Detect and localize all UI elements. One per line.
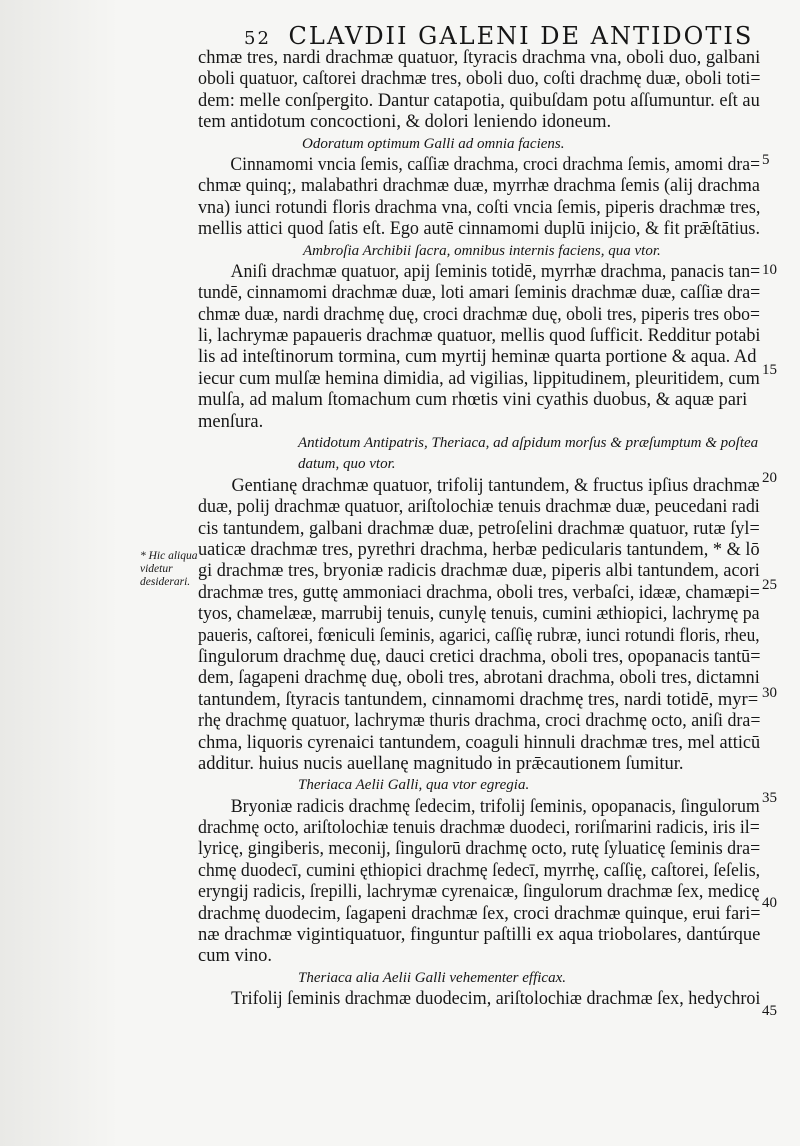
text-line: gi drachmæ tres, bryoniæ radicis drachmæ duæ, piperis albi tantundem, acori [198, 561, 760, 582]
line-number: 15 [762, 362, 777, 378]
section-heading: Ambroſia Archibii ſacra, omnibus internis faciens, qua vtor. [303, 242, 661, 259]
text-line: ſingulorum drachmę duę, dauci cretici drachma, oboli tres, opopanacis tantū= [198, 646, 761, 667]
text-line: uaticæ drachmæ tres, pyrethri drachma, herbæ pedicularis tantundem, * & lō [198, 539, 760, 560]
text-line: chmæ tres, nardi drachmæ quatuor, ſtyracis drachma vna, oboli duo, galbani [198, 48, 761, 68]
text-line: paueris, caſtorei, fœniculi ſeminis, agarici, caſſię rubræ, iunci rotundi floris, rheu, [198, 625, 760, 646]
running-title: CLAVDII GALENI DE ANTIDOTIS [288, 22, 754, 50]
text-line: tyos, chamelææ, marrubij tenuis, cunylę tenuis, cumini æthiopici, lachrymę pa [198, 604, 760, 625]
text-line: duæ, polij drachmæ quatuor, ariſtolochiæ tenuis drachmæ duæ, peucedani radi [198, 497, 760, 518]
section-heading: Theriaca alia Aelii Galli vehementer efficax. [298, 969, 566, 986]
line-number: 45 [762, 1003, 777, 1019]
line-number: 30 [762, 685, 777, 701]
text-line: lis ad inteſtinorum tormina, cum myrtij heminæ quarta portione & aqua. Ad [198, 347, 757, 368]
text-line: drachmę duodecim, ſagapeni drachmæ ſex, croci drachmæ quinque, erui fari= [198, 903, 761, 924]
text-line: mellis attici quod ſatis eſt. Ego autē cinnamomi duplū inijcio, & fit prǣſtātius. [198, 219, 760, 240]
text-line: chmæ duæ, nardi drachmę duę, croci drachmæ duę, oboli tres, piperis tres obo= [198, 304, 760, 325]
section-heading: Antidotum Antipatris, Theriaca, ad aſpidum morſus & præſumptum & poſtea [298, 435, 759, 452]
text-line: tundē, cinnamomi drachmæ duæ, loti amari ſeminis drachmæ duæ, caſſiæ dra= [198, 283, 761, 304]
text-line: næ drachmæ vigintiquatuor, finguntur paſtilli ex aqua triobolares, dantúrque [198, 925, 761, 946]
text-line: chma, liquoris cyrenaici tantundem, coaguli hinnuli drachmæ tres, mel atticū [198, 732, 761, 753]
text-line: rhę drachmę quatuor, lachrymæ thuris drachma, croci drachmę octo, aniſi dra= [198, 711, 761, 732]
text-line: dem, ſagapeni drachmę duę, oboli tres, abrotani drachma, oboli tres, dictamni [198, 668, 760, 689]
text-line: tantundem, ſtyracis tantundem, cinnamomi drachmę tres, nardi totidē, myr= [198, 689, 759, 710]
text-line: cum vino. [198, 946, 272, 967]
section-heading: Odoratum optimum Galli ad omnia faciens. [302, 135, 565, 152]
text-line: oboli quatuor, caſtorei drachmæ tres, oboli duo, coſti drachmę duæ, oboli toti= [198, 69, 761, 90]
facing-page-bleed [0, 0, 120, 1146]
text-line: Trifolij ſeminis drachmæ duodecim, ariſtolochiæ drachmæ ſex, hedychroi [231, 989, 761, 1010]
page-number: 52 [244, 28, 271, 49]
text-line: dem: melle conſpergito. Dantur catapotia, quibuſdam potu aſſumuntur. eſt au [198, 90, 760, 111]
text-line: Aniſi drachmæ quatuor, apij ſeminis totidē, myrrhæ drachma, panacis tan= [230, 261, 761, 282]
text-line: li, lachrymæ papaueris drachmæ quatuor, mellis quod ſufficit. Redditur potabi [198, 326, 761, 347]
text-line: menſura. [198, 411, 264, 432]
text-line: Cinnamomi vncia ſemis, caſſiæ drachma, croci drachma ſemis, amomi dra= [230, 154, 761, 175]
text-line: iecur cum mulſæ hemina dimidia, ad vigilias, lippitudinem, pleuritidem, cum [198, 368, 760, 389]
section-heading-continued: datum, quo vtor. [298, 456, 396, 473]
line-number: 10 [762, 262, 777, 278]
text-line: tem antidotum concoctioni, & dolori leniendo idoneum. [198, 112, 612, 133]
text-line: vna) iunci rotundi floris drachma vna, coſti vncia ſemis, piperis drachmæ tres, [198, 197, 761, 218]
text-line: chmę duodecī, cumini ęthiopici drachmę ſedecī, myrrhę, caſſię, caſtorei, ſeſelis, [198, 860, 761, 881]
text-line: chmæ quinq;, malabathri drachmæ duæ, myrrhæ drachma ſemis (alij drachma [198, 176, 760, 197]
text-line: additur. huius nucis auellanę magnitudo in prǣcautionem ſumitur. [198, 753, 684, 774]
text-line: eryngij radicis, ſrepilli, lachrymæ cyrenaicæ, ſingulorum drachmæ ſex, medicę [198, 882, 760, 903]
text-line: mulſa, ad malum ſtomachum cum rhœtis vini cyathis duobus, & aquæ pari [198, 390, 748, 411]
text-line: drachmæ tres, guttę ammoniaci drachma, oboli tres, verbaſci, idææ, chamæpi= [198, 582, 760, 603]
margin-note: * Hic aliqua videtur desiderari. [140, 550, 198, 588]
text-line: Bryoniæ radicis drachmę ſedecim, trifolij ſeminis, opopanacis, ſingulorum [230, 796, 760, 817]
text-line: cis tantundem, galbani drachmæ duæ, petroſelini drachmæ quatuor, rutæ ſyl= [198, 518, 760, 539]
line-number: 35 [762, 790, 777, 806]
text-column [198, 48, 760, 1011]
line-number: 25 [762, 577, 777, 593]
text-line: lyricę, gingiberis, meconij, ſingulorū drachmę octo, rutę ſyluaticę ſeminis dra= [198, 839, 761, 860]
line-number: 40 [762, 895, 777, 911]
section-heading: Theriaca Aelii Galli, qua vtor egregia. [298, 777, 530, 794]
running-header [244, 22, 764, 50]
text-line: Gentianę drachmæ quatuor, trifolij tantundem, & fructus ipſius drachmæ [231, 475, 760, 496]
line-number: 5 [762, 152, 770, 168]
text-line: drachmę octo, ariſtolochiæ tenuis drachmæ duodeci, roriſmarini radicis, iris il= [198, 818, 760, 839]
line-number: 20 [762, 470, 777, 486]
